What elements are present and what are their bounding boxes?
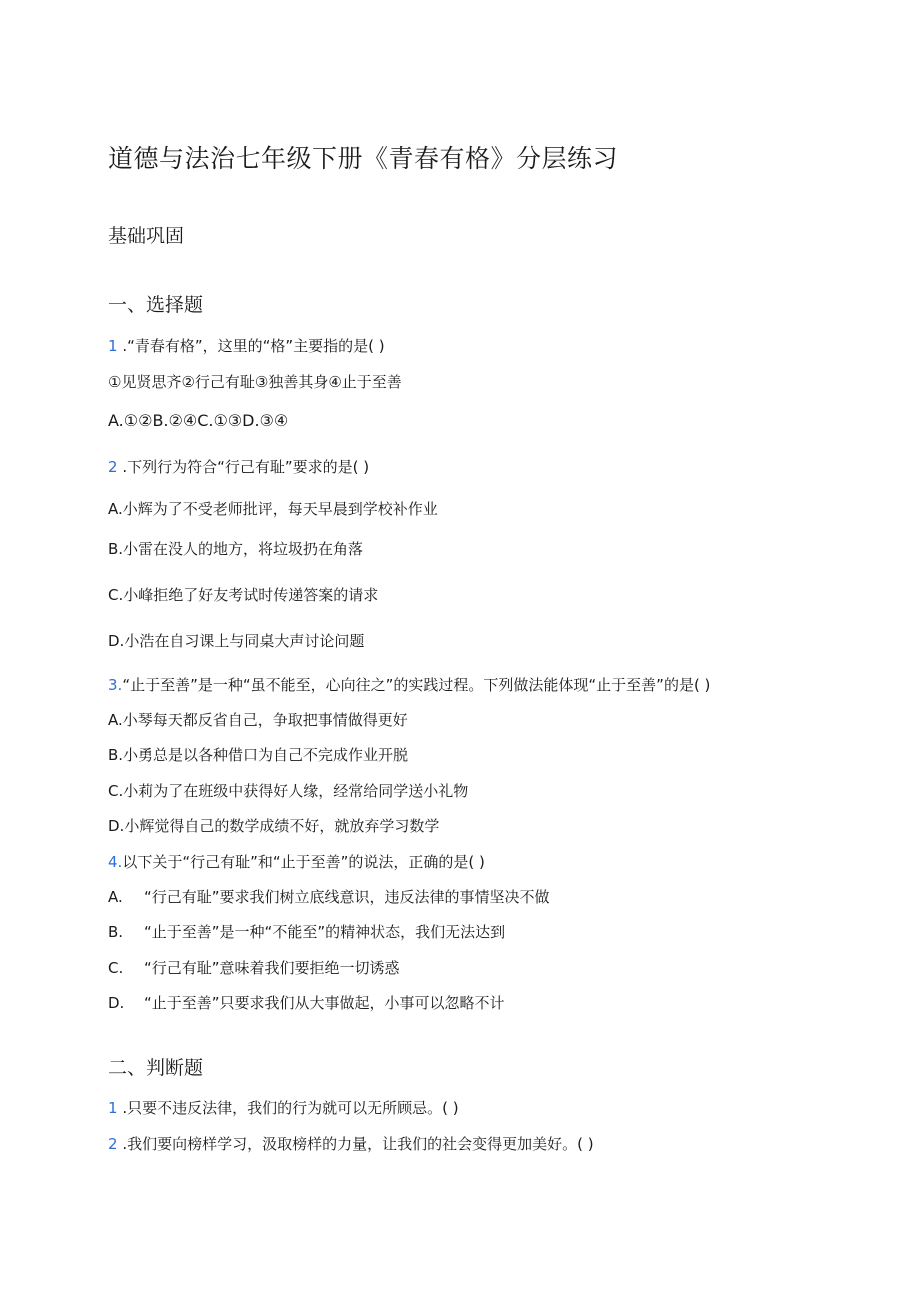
question-text: 以下关于“行己有耻”和“止于至善”的说法，正确的是( )	[122, 853, 485, 871]
option-letter: A.	[108, 888, 123, 906]
option-text: “行己有耻”意味着我们要拒绝一切诱惑	[144, 959, 400, 977]
option-a	[108, 887, 550, 907]
question-3	[108, 675, 710, 695]
question-text: .下列行为符合“行己有耻”要求的是( )	[117, 458, 370, 476]
option-d: D.小辉觉得自己的数学成绩不好，就放弃学习数学	[108, 817, 440, 835]
question-4	[108, 852, 485, 872]
document-title: 道德与法治七年级下册《青春有格》分层练习	[108, 144, 619, 173]
question-1	[108, 336, 385, 356]
option-letter: C.	[108, 959, 124, 977]
question-number: 1	[108, 337, 118, 355]
section-heading-choice: 一、选择题	[108, 294, 204, 316]
question-number: 3.	[108, 676, 123, 694]
option-letter: B.	[108, 923, 124, 941]
question-text: “止于至善”是一种“虽不能至，心向往之”的实践过程。下列做法能体现“止于至善”的是( )	[122, 676, 711, 694]
judgement-item-2	[108, 1134, 594, 1154]
option-b: B.小勇总是以各种借口为自己不完成作业开脱	[108, 746, 409, 764]
option-b	[108, 922, 505, 942]
option-a: A.小琴每天都反省自己，争取把事情做得更好	[108, 711, 408, 729]
option-a: A.小辉为了不受老师批评，每天早晨到学校补作业	[108, 500, 438, 518]
option-c	[108, 958, 400, 978]
option-letter: D.	[108, 994, 125, 1012]
question-text: .只要不违反法律，我们的行为就可以无所顾忌。( )	[117, 1099, 459, 1117]
judgement-item-1	[108, 1098, 459, 1118]
option-d: D.小浩在自习课上与同桌大声讨论问题	[108, 632, 365, 650]
question-number: 4.	[108, 853, 123, 871]
option-text: “止于至善”只要求我们从大事做起，小事可以忽略不计	[144, 994, 505, 1012]
option-d	[108, 993, 505, 1013]
question-number: 1	[108, 1099, 118, 1117]
option-c: C.小莉为了在班级中获得好人缘，经常给同学送小礼物	[108, 782, 469, 800]
option-b: B.小雷在没人的地方，将垃圾扔在角落	[108, 540, 364, 558]
question-1-items: ①见贤思齐②行己有耻③独善其身④止于至善	[108, 373, 402, 391]
option-c: C.小峰拒绝了好友考试时传递答案的请求	[108, 586, 379, 604]
question-number: 2	[108, 1135, 118, 1153]
question-text: .“青春有格”，这里的“格”主要指的是( )	[117, 337, 385, 355]
question-1-options: A.①②B.②④C.①③D.③④	[108, 411, 289, 430]
question-number: 2	[108, 458, 118, 476]
option-text: “行己有耻”要求我们树立底线意识，违反法律的事情坚决不做	[144, 888, 550, 906]
question-text: .我们要向榜样学习，汲取榜样的力量，让我们的社会变得更加美好。( )	[117, 1135, 594, 1153]
question-2	[108, 457, 369, 477]
section-heading-judgement: 二、判断题	[108, 1057, 204, 1079]
section-subtitle: 基础巩固	[108, 225, 185, 247]
option-text: “止于至善”是一种“不能至”的精神状态，我们无法达到	[144, 923, 506, 941]
